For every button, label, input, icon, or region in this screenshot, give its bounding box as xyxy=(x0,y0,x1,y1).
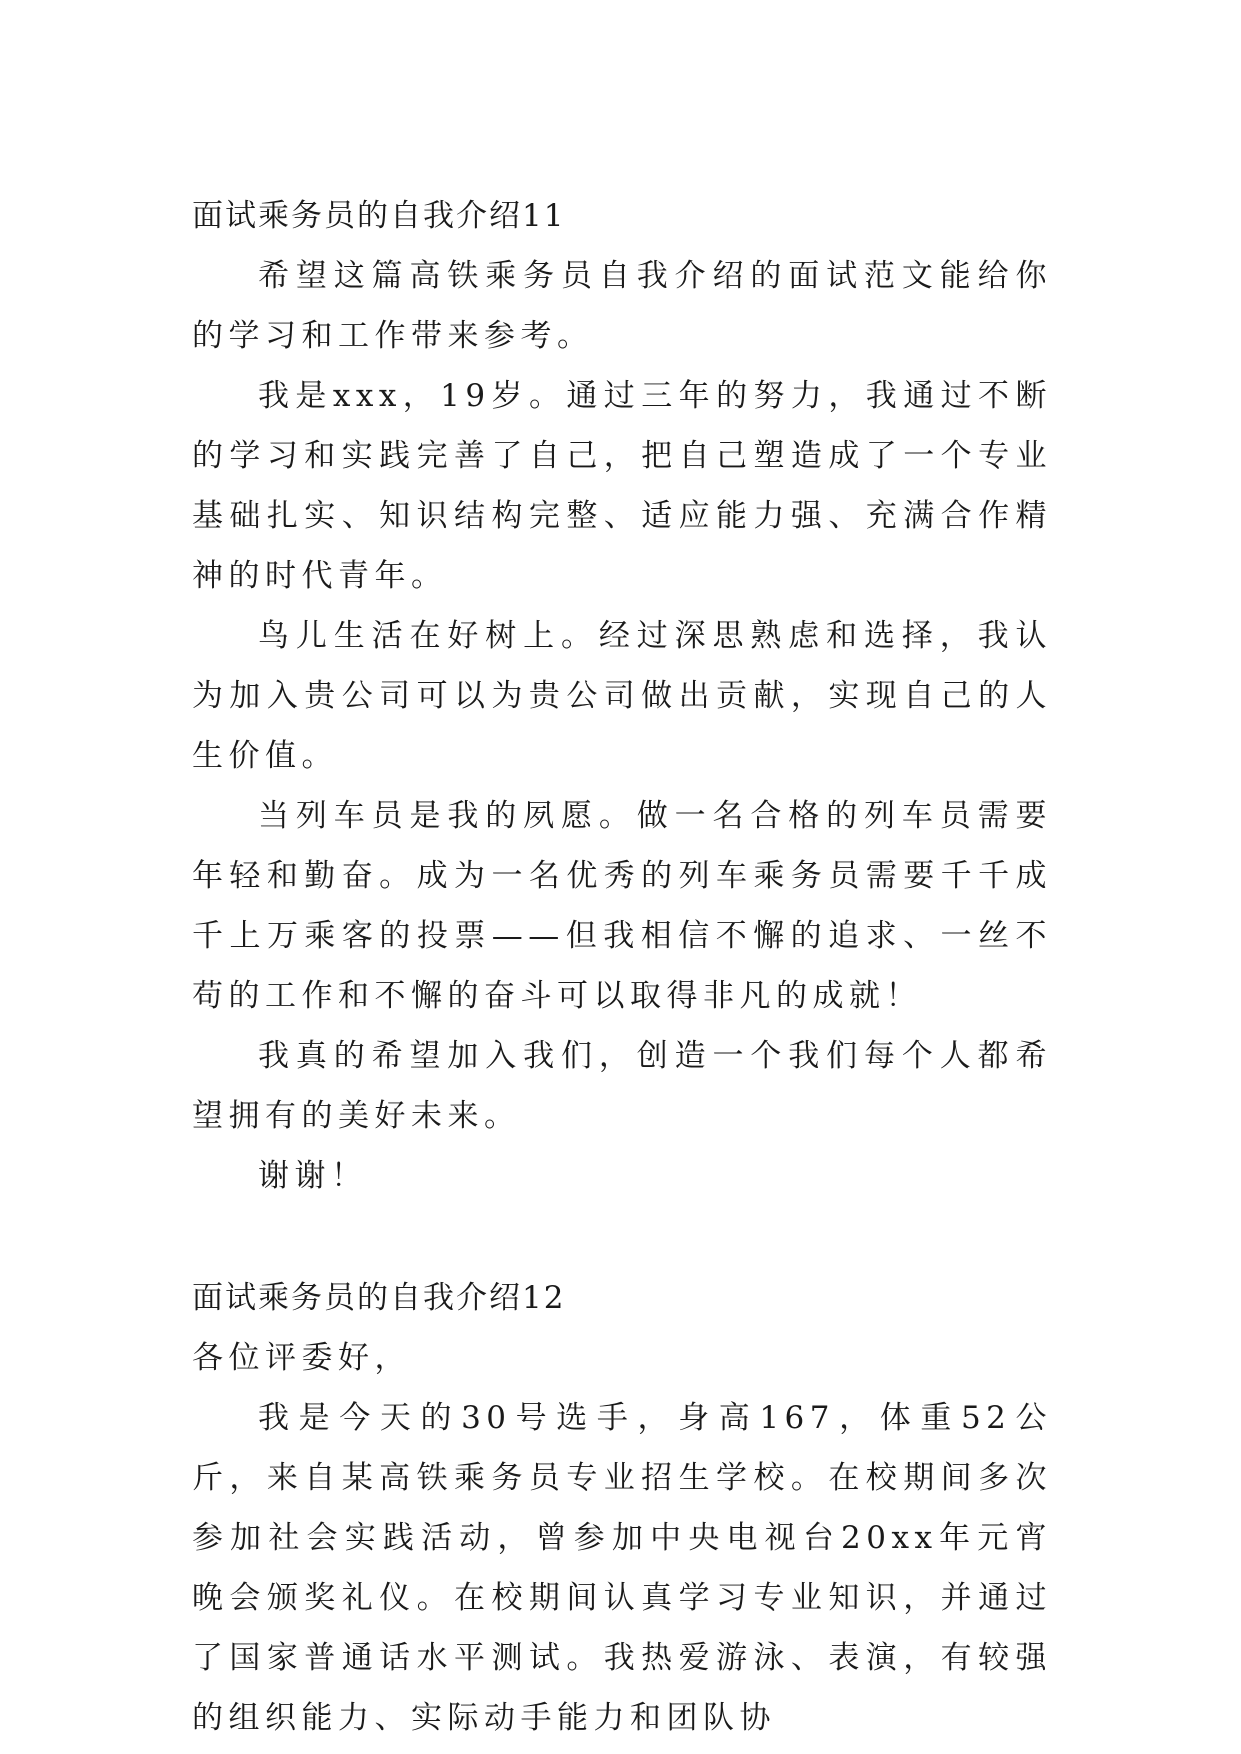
section-1-paragraph-5: 我真的希望加入我们，创造一个我们每个人都希望拥有的美好未来。 xyxy=(192,1038,1052,1134)
section-2-greeting: 各位评委好， xyxy=(192,1340,411,1376)
section-1-paragraph-3: 鸟儿生活在好树上。经过深思熟虑和选择，我认为加入贵公司可以为贵公司做出贡献，实现自己的人生价值。 xyxy=(192,618,1052,774)
section-2-paragraph-1: 我是今天的30号选手，身高167，体重52公斤，来自某高铁乘务员专业招生学校。在校期间多次参加社会实践活动，曾参加中央电视台20xx年元宵晚会颁奖礼仪。在校期间认真学习专业知识，并通过了国家普通话水平测试。我热爱游泳、表演，有较强的组织能力、实际动手能力和团队协 xyxy=(192,1400,1052,1736)
section-1-paragraph-2: 我是xxx，19岁。通过三年的努力，我通过不断的学习和实践完善了自己，把自己塑造成了一个专业基础扎实、知识结构完整、适应能力强、充满合作精神的时代青年。 xyxy=(192,378,1052,594)
document-page xyxy=(192,186,1052,1748)
section-1-paragraph-1: 希望这篇高铁乘务员自我介绍的面试范文能给你的学习和工作带来参考。 xyxy=(192,258,1052,354)
section-2-title: 面试乘务员的自我介绍12 xyxy=(192,1280,566,1316)
section-divider-space xyxy=(192,1206,1052,1268)
section-1-title: 面试乘务员的自我介绍11 xyxy=(192,198,566,234)
section-1-paragraph-6: 谢谢！ xyxy=(258,1158,368,1194)
section-1-paragraph-4: 当列车员是我的夙愿。做一名合格的列车员需要年轻和勤奋。成为一名优秀的列车乘务员需要千千成千上万乘客的投票——但我相信不懈的追求、一丝不苟的工作和不懈的奋斗可以取得非凡的成就！ xyxy=(192,798,1052,1014)
